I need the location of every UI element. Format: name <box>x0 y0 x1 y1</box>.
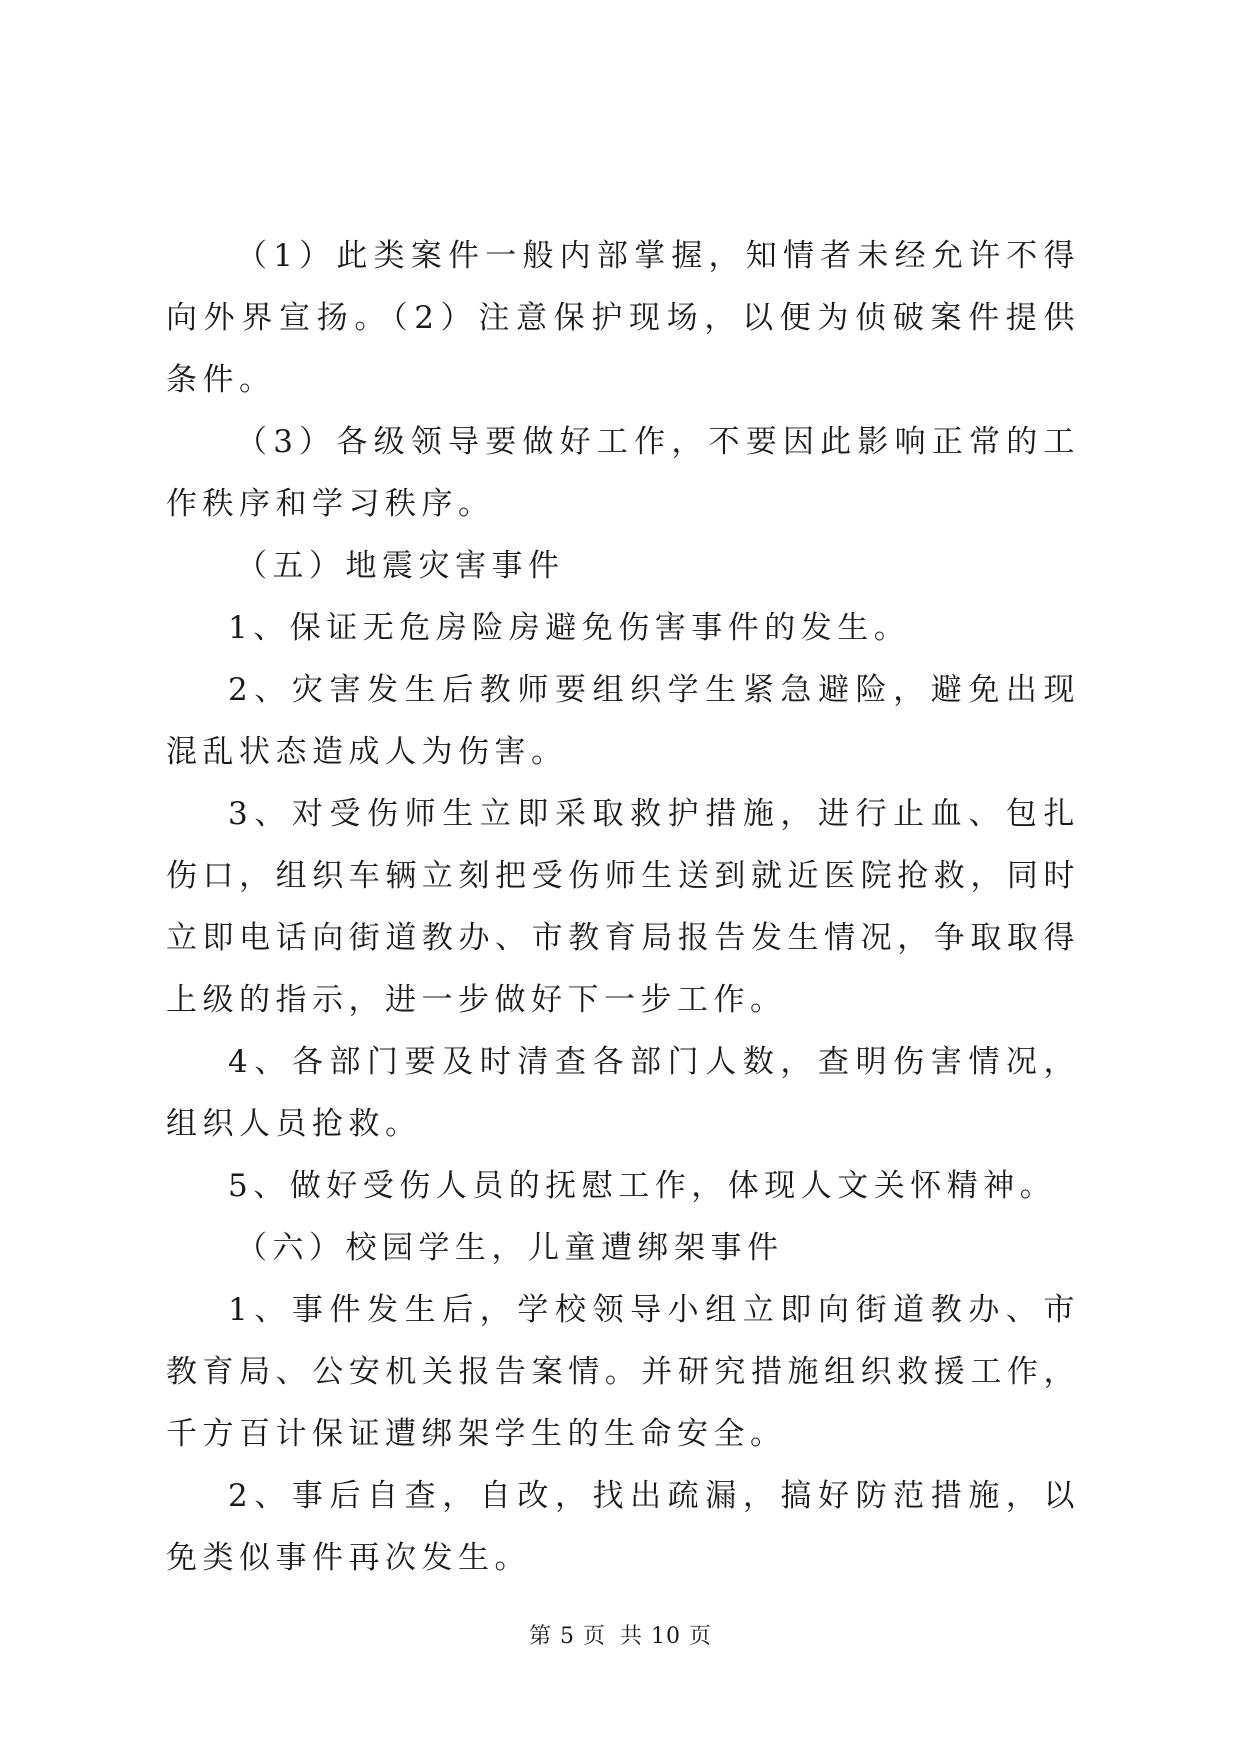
paragraph-leadership-order: （3）各级领导要做好工作，不要因此影响正常的工作秩序和学习秩序。 <box>166 424 1080 522</box>
list-item-earthquake-3: 3、对受伤师生立即采取救护措施，进行止血、包扎伤口，组织车辆立刻把受伤师生送到就近医院抢救，同时立即电话向街道教办、市教育局报告发生情况，争取取得上级的指示，进一步做好下一步工作。 <box>166 796 1080 1018</box>
page-number-total: 共 10 页 <box>620 1624 712 1649</box>
list-item-earthquake-1: 1、保证无危房险房避免伤害事件的发生。 <box>228 610 911 646</box>
document-body <box>166 225 1080 1589</box>
page-footer <box>0 1619 1241 1650</box>
paragraph-case-handling: （1）此类案件一般内部掌握，知情者未经允许不得向外界宣扬。（2）注意保护现场，以便为侦破案件提供条件。 <box>166 238 1080 398</box>
section-heading-earthquake: （五）地震灾害事件 <box>236 548 565 584</box>
list-item-earthquake-5: 5、做好受伤人员的抚慰工作，体现人文关怀精神。 <box>228 1168 1057 1204</box>
page-number-current: 第 5 页 <box>529 1624 606 1649</box>
section-heading-kidnapping: （六）校园学生，儿童遭绑架事件 <box>236 1230 784 1266</box>
list-item-earthquake-2: 2、灾害发生后教师要组织学生紧急避险，避免出现混乱状态造成人为伤害。 <box>166 672 1080 770</box>
list-item-kidnapping-1: 1、事件发生后，学校领导小组立即向街道教办、市教育局、公安机关报告案情。并研究措施组织救援工作，千方百计保证遭绑架学生的生命安全。 <box>166 1292 1080 1452</box>
list-item-earthquake-4: 4、各部门要及时清查各部门人数，查明伤害情况，组织人员抢救。 <box>166 1044 1080 1142</box>
list-item-kidnapping-2: 2、事后自查，自改，找出疏漏，搞好防范措施，以免类似事件再次发生。 <box>166 1478 1080 1576</box>
